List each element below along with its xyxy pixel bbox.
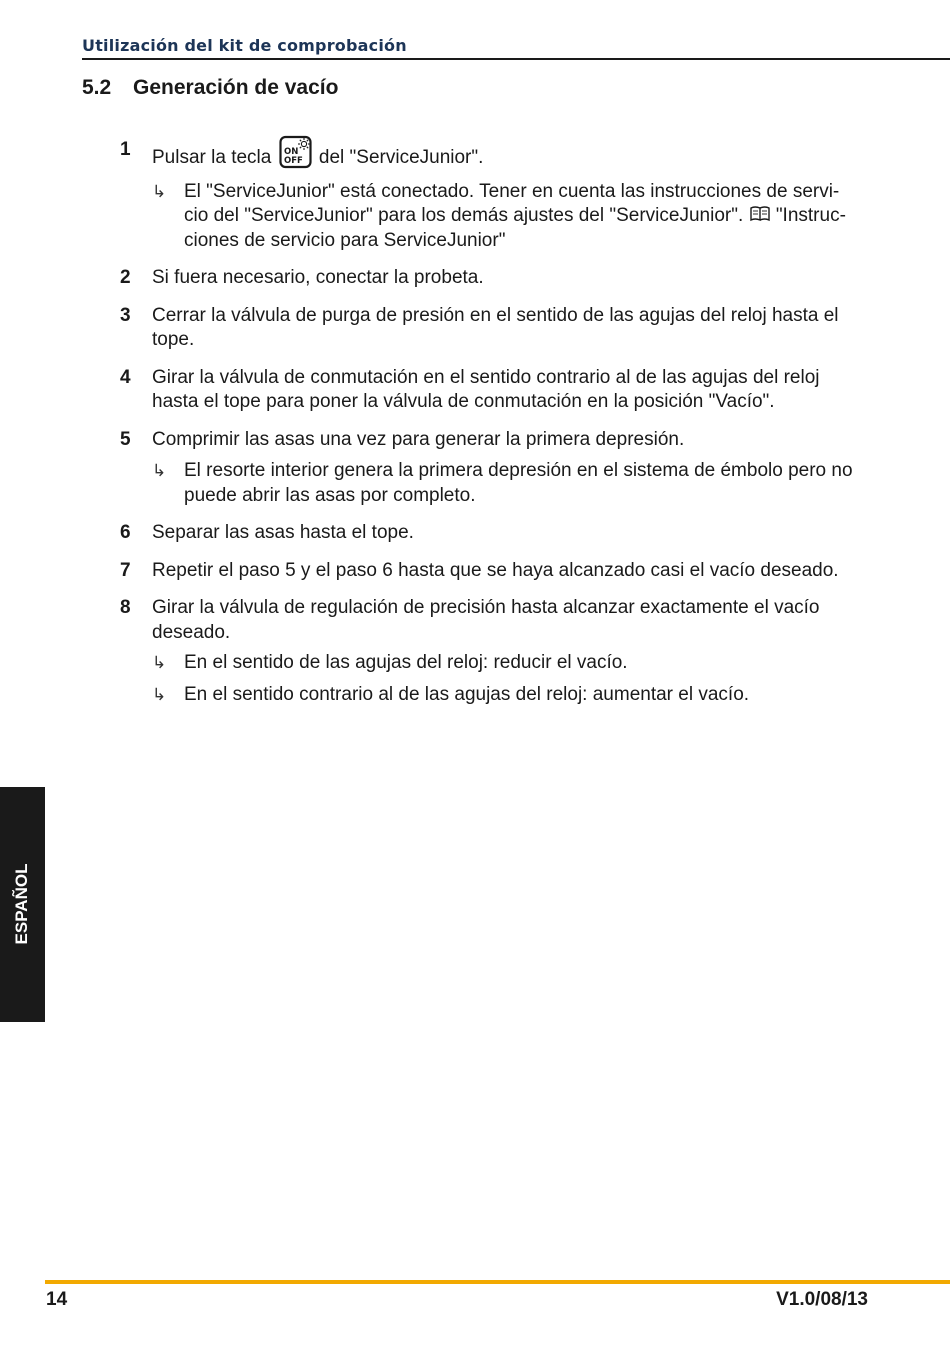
on-off-key-icon [279, 135, 312, 169]
step-6 [120, 521, 872, 546]
step-7 [120, 559, 872, 584]
result-line: En el sentido contrario al de las agujas del reloj: aumentar el vacío. [184, 683, 750, 705]
step-number: 1 [120, 139, 131, 160]
key-icon-off-text: OFF [283, 156, 303, 166]
step-text: Pulsar la tecla [152, 147, 272, 168]
step-number: 7 [120, 559, 131, 581]
result-line: ciones de servicio para ServiceJunior" [184, 229, 506, 251]
book-reference-icon [749, 205, 771, 223]
section-title: Generación de vacío [133, 76, 339, 99]
running-header: Utilización del kit de comprobación [82, 36, 407, 55]
page-number: 14 [46, 1289, 68, 1310]
step-text: Comprimir las asas una vez para generar la primera depresión. [152, 428, 685, 450]
step-text-cont: tope. [152, 329, 195, 350]
result-line: En el sentido de las agujas del reloj: reducir el vacío. [184, 652, 628, 673]
step-text: Repetir el paso 5 y el paso 6 hasta que se haya alcanzado casi el vacío deseado. [152, 559, 839, 581]
step-text-cont: del "ServiceJunior". [318, 147, 484, 168]
document-version: V1.0/08/13 [776, 1289, 868, 1310]
step-8-result-b [120, 683, 872, 708]
result-line: El resorte interior genera la primera depresión en el sistema de émbolo pero no [184, 460, 853, 481]
step-text: Separar las asas hasta el tope. [152, 522, 414, 543]
section-heading [82, 76, 338, 100]
key-icon-on-text: ON [283, 147, 298, 157]
step-text-cont: hasta el tope para poner la válvula de conmutación en la posición "Vacío". [152, 391, 775, 412]
result-text: cio del "ServiceJunior" para los demás ajustes del "ServiceJunior". [184, 205, 744, 226]
step-number: 5 [120, 428, 131, 450]
result-arrow-icon: ↳ [152, 653, 167, 672]
step-5-result [120, 459, 872, 508]
result-line: puede abrir las asas por completo. [184, 484, 476, 506]
language-tab [0, 787, 45, 1022]
step-number: 2 [120, 267, 131, 288]
step-number: 8 [120, 597, 131, 618]
footer-divider [45, 1280, 950, 1284]
step-number: 3 [120, 304, 131, 326]
step-number: 6 [120, 522, 131, 543]
result-line [184, 204, 872, 229]
step-text-cont: deseado. [152, 621, 231, 643]
language-tab-label: ESPAÑOL [12, 863, 31, 945]
step-text: Girar la válvula de conmutación en el sentido contrario al de las agujas del reloj [152, 366, 820, 388]
step-text: Cerrar la válvula de purga de presión en el sentido de las agujas del reloj hasta el [152, 304, 839, 326]
reference-text: "Instruc- [775, 205, 846, 226]
result-arrow-icon: ↳ [152, 684, 167, 704]
header-divider [82, 58, 950, 60]
result-arrow-icon: ↳ [152, 461, 167, 480]
step-3 [120, 304, 872, 353]
step-number: 4 [120, 366, 131, 388]
result-arrow-icon: ↳ [152, 181, 167, 201]
step-text: Si fuera necesario, conectar la probeta. [152, 267, 484, 288]
step-1-result [120, 180, 872, 254]
section-number: 5.2 [82, 76, 112, 99]
result-line: El "ServiceJunior" está conectado. Tener en cuenta las instrucciones de servi- [184, 180, 840, 202]
step-5 [120, 428, 872, 453]
steps-list [120, 135, 872, 707]
step-1 [120, 135, 872, 171]
step-text: Girar la válvula de regulación de precisión hasta alcanzar exactamente el vacío [152, 597, 820, 618]
step-8 [120, 596, 872, 645]
step-8-result-a [120, 651, 872, 676]
step-4 [120, 366, 872, 415]
step-2 [120, 266, 872, 291]
